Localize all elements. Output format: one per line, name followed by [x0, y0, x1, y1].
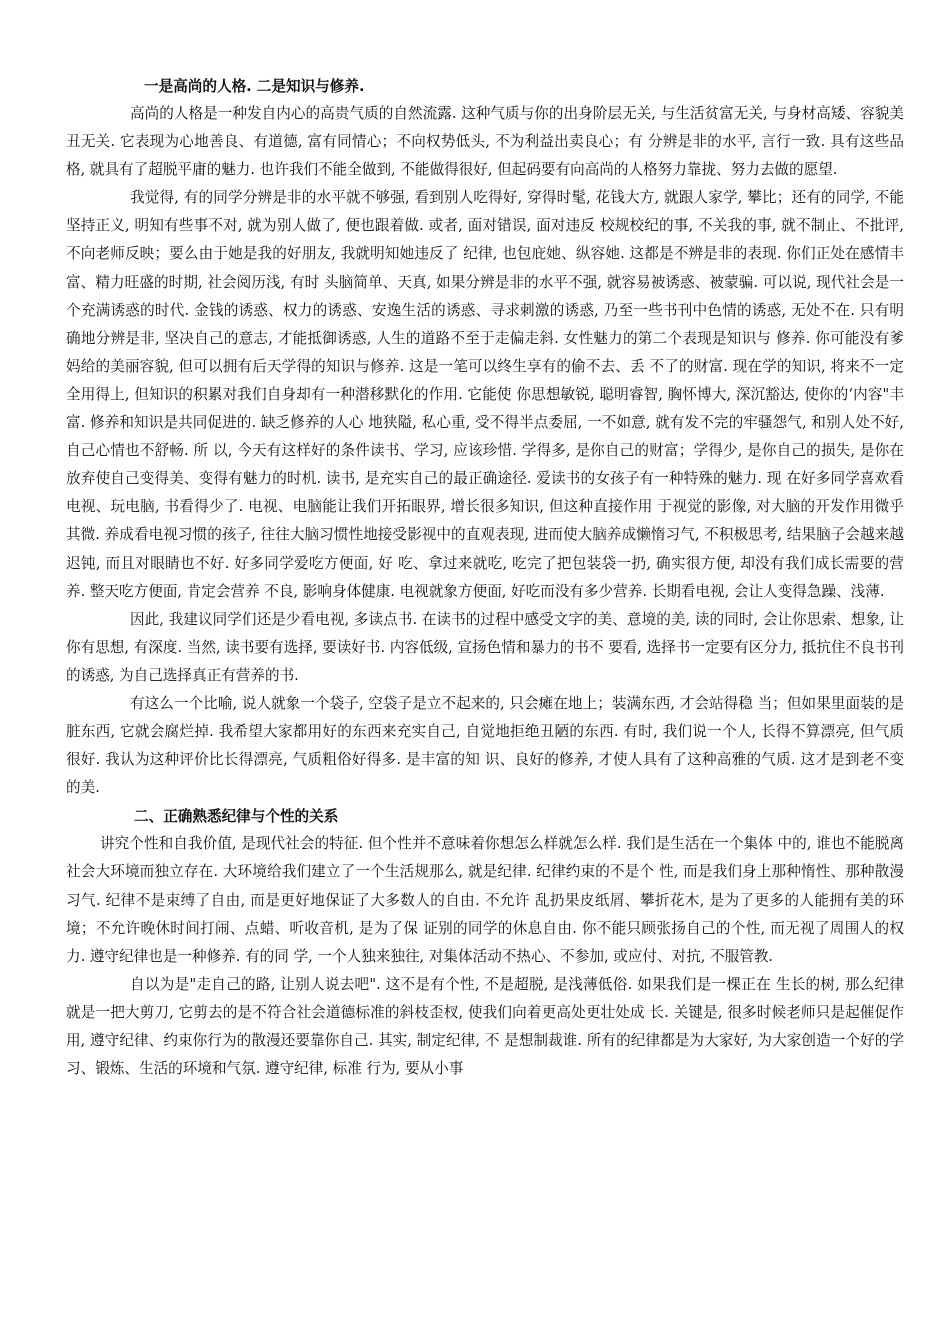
- paragraph-noble-character: 高尚的人格是一种发自内心的高贵气质的自然流露. 这种气质与你的出身阶层无关, 与生活贫富无关, 与身材高矮、容貌美丑无关. 它表现为心地善良、有道德, 富有同情心；不向权势低头, 不为利益出卖良心；有 分辨是非的水平, 言行一致. 具有这些品格, 就具有了超脱平庸的魅力. 也许我们不能全做到, 不能做得很好, 但起码要有向高尚的人格努力靠拢、努力去做的愿望.: [66, 105, 904, 179]
- section-heading-2: 二、正确熟悉纪律与个性的关系: [134, 808, 339, 826]
- paragraph-discipline-scissors: 自以为是"走自己的路, 让别人说去吧". 这不是有个性, 不是超脱, 是浅薄低俗. 如果我们是一棵正在 生长的树, 那么纪律就是一把大剪刀, 它剪去的是不符合社会道德标准的斜枝歪杈, 使我们向着更高处更壮处成 长. 关键是, 很多时候老师只是起催促作用, 遵守纪律、约束你行为的散漫还要靠你自己. 其实, 制定纪律, 不 是想制裁谁. 所有的纪律都是为大家好, 为大家创造一个好的学习、锻炼、生活的环境和气氛. 遵守纪律, 标准 行为, 要从小事: [66, 975, 904, 1078]
- section-heading-1: 一是高尚的人格. 二是知识与修养.: [144, 78, 365, 95]
- paragraph-judgment-and-knowledge: 我觉得, 有的同学分辨是非的水平就不够强, 看到别人吃得好, 穿得时髦, 花钱大方, 就跟人家学, 攀比；还有的同学, 不能坚持正义, 明知有些事不对, 就为别人做了, 便也跟着做. 或者, 面对错误, 面对违反 校规校纪的事, 不关我的事, 就不制止、不批评, 不向老师反映；要么由于她是我的好朋友, 我就明知她违反了 纪律, 也包庇她、纵容她. 这都是不辨是非的表现. 你们正处在感情丰富、精力旺盛的时期, 社会阅历浅, 有时 头脑简单、天真, 如果分辨是非的水平不强, 就容易被诱惑、被蒙骗. 可以说, 现代社会是一个充满诱惑的时代. 金钱的诱惑、权力的诱惑、安逸生活的诱惑、寻求刺激的诱惑, 乃至一些书刊中色情的诱惑, 无处不在. 只有明 确地分辨是非, 坚决自己的意志, 才能抵御诱惑, 人生的道路不至于走偏走斜. 女性魅力的第二个表现是知识与 修养. 你可能没有爹妈给的美丽容貌, 但可以拥有后天学得的知识与修养. 这是一笔可以终生享有的偷不去、丢 不了的财富. 现在学的知识, 将来不一定全用得上, 但知识的积累对我们自身却有一种潜移默化的作用. 它能使 你思想敏锐, 聪明睿智, 胸怀博大, 深沉豁达, 使你的‘内容"丰富. 修养和知识是共同促进的. 缺乏修养的人心 地狭隘, 私心重, 受不得半点委屈, 一不如意, 就有发不完的牢骚怨气, 和别人处不好, 自己心情也不舒畅. 所 以, 今天有这样好的条件读书、学习, 应该珍惜. 学得多, 是你自己的财富；学得少, 是你自己的损失, 是你在 放弃使自己变得美、变得有魅力的时机. 读书, 是充实自己的最正确途径. 爱读书的女孩子有一种特殊的魅力. 现 在好多同学喜欢看电视、玩电脑, 书看得少了. 电视、电脑能让我们开拓眼界, 增长很多知识, 但这种直接作用 于视觉的影像, 对大脑的开发作用微乎其微. 养成看电视习惯的孩子, 往往大脑习惯性地接受影视中的直观表现, 进而使大脑养成懒惰习气, 不积极思考, 结果脑子会越来越迟钝, 而且对眼睛也不好. 好多同学爱吃方便面, 好 吃、拿过来就吃, 吃完了把包装袋一扔, 确实很方便, 却没有我们成长需要的营养. 整天吃方便面, 肯定会营养 不良, 影响身体健康. 电视就象方便面, 好吃而没有多少营养. 长期看电视, 会让人变得急躁、浅薄.: [66, 189, 904, 600]
- document-page: [66, 74, 904, 1083]
- paragraph-bag-metaphor: 有这么一个比喻, 说人就象一个袋子, 空袋子是立不起来的, 只会瘫在地上；装满东西, 才会站得稳 当；但如果里面装的是脏东西, 它就会腐烂掉. 我希望大家都用好的东西来充实自己, 自觉地拒绝丑陋的东西. 有时, 我们说一个人, 长得不算漂亮, 但气质很好. 我认为这种评价比长得漂亮, 气质粗俗好得多. 是丰富的知 识、良好的修养, 才使人具有了这种高雅的气质. 这才是到老不变的美.: [66, 694, 904, 797]
- paragraph-reading-advice: 因此, 我建议同学们还是少看电视, 多读点书. 在读书的过程中感受文字的美、意境的美, 读的同时, 会让你思索、想象, 让你有思想, 有深度. 当然, 读书要有选择, 要读好书. 内容低级, 宣扬色情和暴力的书不 要看, 选择书一定要有区分力, 抵抗住不良书刊的诱惑, 为自己选择真正有营养的书.: [66, 610, 904, 684]
- paragraph-discipline-individuality: 讲究个性和自我价值, 是现代社会的特征. 但个性并不意味着你想怎么样就怎么样. 我们是生活在一个集体 中的, 谁也不能脱离社会大环境而独立存在. 大环境给我们建立了一个生活规那么, 就是纪律. 纪律约束的不是个 性, 而是我们身上那种惰性、那种散漫习气. 纪律不是束缚了自由, 而是更好地保证了大多数人的自由. 不允许 乱扔果皮纸屑、攀折花木, 是为了更多的人能拥有美的环境；不允许晚休时间打闹、点蜡、听收音机, 是为了保 证别的同学的休息自由. 你不能只顾张扬自己的个性, 而无视了周围人的权力. 遵守纪律也是一种修养. 有的同 学, 一个人独来独往, 对集体活动不热心、不参加, 或应付、对抗, 不服管教.: [66, 835, 904, 965]
